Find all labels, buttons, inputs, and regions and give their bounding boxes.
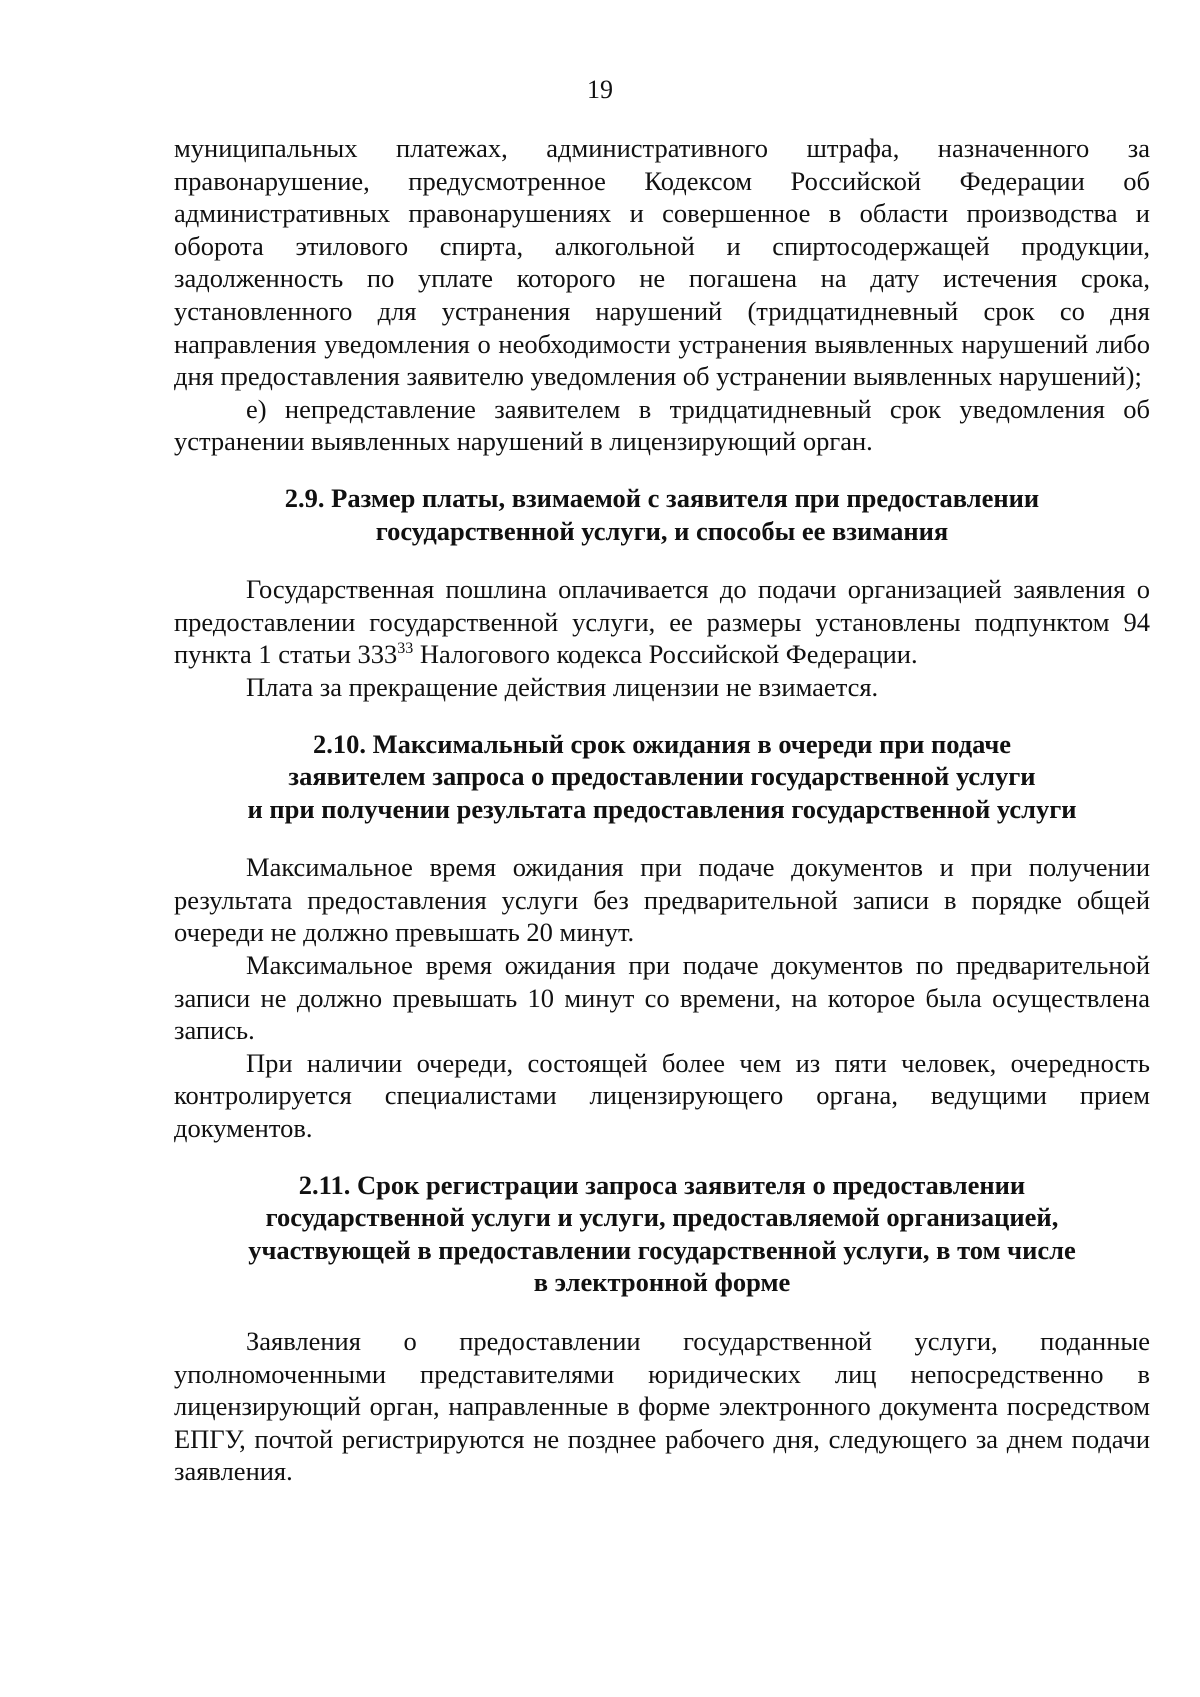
section-2-11-heading-line: 2.11. Срок регистрации запроса заявителя о предоставлении (298, 1169, 1026, 1200)
section-2-11-heading-line: участвующей в предоставлении государственной услуги, в том числе (248, 1234, 1076, 1265)
continuation-paragraph: муниципальных платежах, административного штрафа, назначенного за правонарушение, предусмотренное Кодексом Российской Федерации об административных правонарушениях и совершенное в области производства и оборота этилового спирта, алкогольной и спиртосодержащей продукции, задолженность по уплате которого не погашена на дату истечения срока, установленного для устранения нарушений (тридцатидневный срок со дня направления уведомления о необходимости устранения выявленных нарушений либо дня предоставления заявителю уведомления об устранении выявленных нарушений); (174, 133, 1150, 392)
state-fee-paragraph (174, 573, 1150, 671)
section-2-10-heading-line: 2.10. Максимальный срок ожидания в очереди при подаче (312, 728, 1012, 759)
section-2-11-heading (174, 1169, 1150, 1299)
max-wait-paragraph: Максимальное время ожидания при подаче документов и при получении результата предоставления услуги без предварительной записи в порядке общей очереди не должно превышать 20 минут. (174, 852, 1150, 948)
section-2-10-heading-line: заявителем запроса о предоставлении государственной услуги (288, 761, 1036, 792)
item-e-paragraph: е) непредставление заявителем в тридцатидневный срок уведомления об устранении выявленных нарушений в лицензирующий орган. (174, 393, 1150, 457)
page-content (174, 132, 1150, 1488)
state-fee-text: Государственная пошлина оплачивается до подачи организацией заявления о предоставлении государственной услуги, ее размеры установлены подпунктом 94 пункта 1 статьи 333 (174, 574, 1150, 670)
page-number: 19 (587, 75, 613, 104)
section-2-9-heading-line: государственной услуги, и способы ее взимания (375, 515, 949, 546)
pre-registration-wait-paragraph: Максимальное время ожидания при подаче документов по предварительной записи не должно превышать 10 минут со времени, на которое была осуществлена запись. (174, 950, 1150, 1046)
termination-fee-paragraph: Плата за прекращение действия лицензии не взимается. (246, 671, 879, 702)
article-superscript: 33 (397, 640, 414, 658)
section-2-9-heading (174, 482, 1150, 547)
section-2-11-heading-line: государственной услуги и услуги, предоставляемой организацией, (265, 1202, 1059, 1233)
state-fee-text-end: Налогового кодекса Российской Федерации. (413, 639, 918, 670)
section-2-10-heading (174, 728, 1150, 826)
registration-paragraph: Заявления о предоставлении государственной услуги, поданные уполномоченными представителями юридических лиц непосредственно в лицензирующий орган, направленные в форме электронного документа посредством ЕПГУ, почтой регистрируются не позднее рабочего дня, следующего за днем подачи заявления. (174, 1326, 1150, 1487)
section-2-11-heading-line: в электронной форме (533, 1267, 791, 1298)
section-2-9-heading-line: 2.9. Размер платы, взимаемой с заявителя при предоставлении (284, 482, 1040, 513)
queue-control-paragraph: При наличии очереди, состоящей более чем из пяти человек, очередность контролируется специалистами лицензирующего органа, ведущими прием документов. (174, 1047, 1150, 1144)
section-2-10-heading-line: и при получении результата предоставления государственной услуги (247, 793, 1077, 824)
